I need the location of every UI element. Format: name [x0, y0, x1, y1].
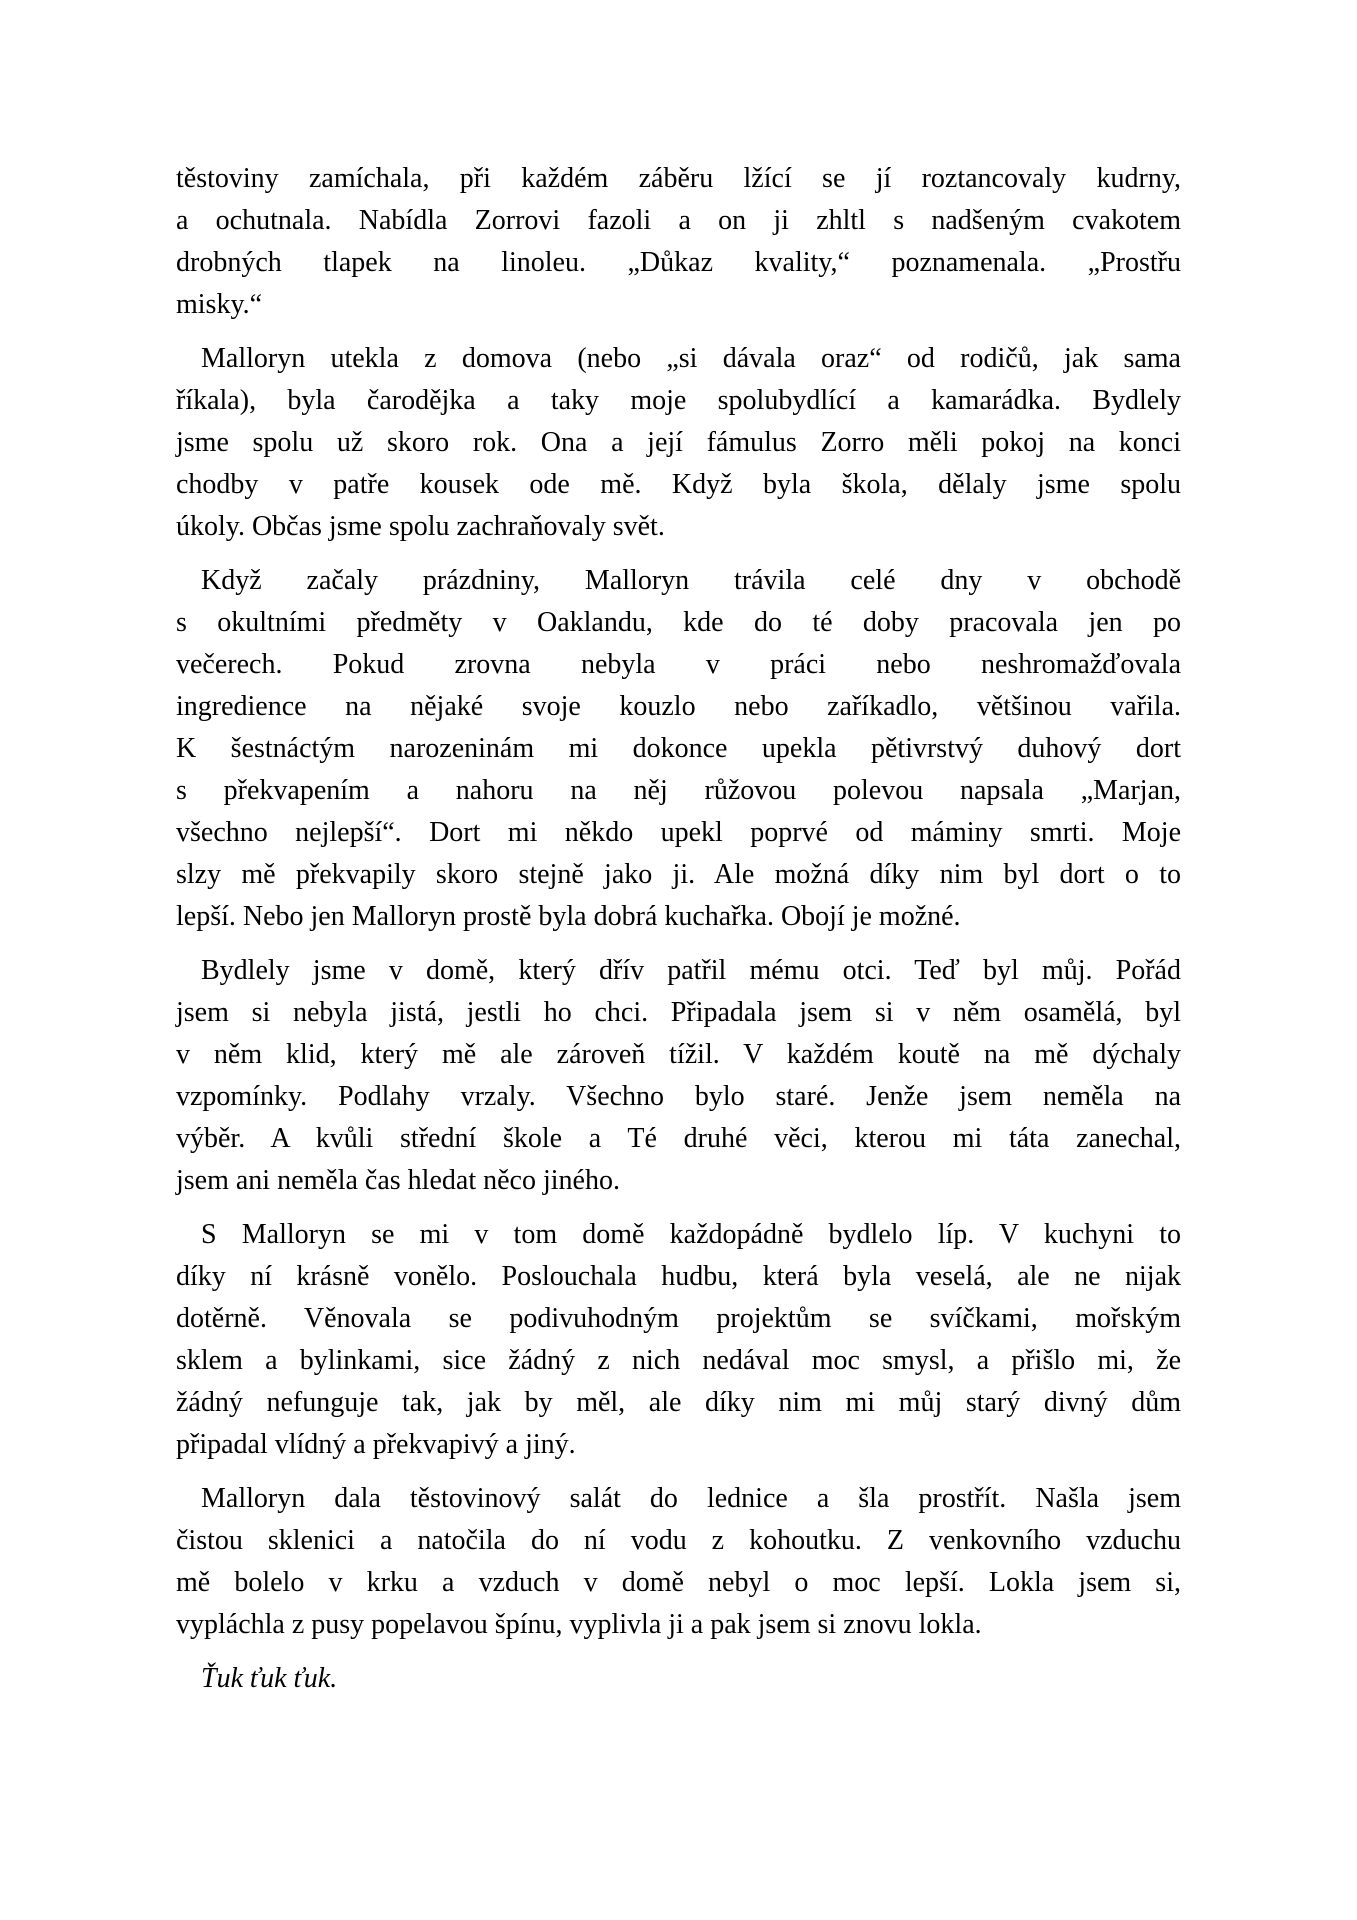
text-line: mě bolelo v krku a vzduch v domě nebyl o moc lepší. Lokla jsem si,	[176, 1567, 1181, 1598]
text-line: misky.“	[176, 289, 263, 320]
text-line: jsem si nebyla jistá, jestli ho chci. Připadala jsem si v něm osamělá, byl	[176, 997, 1181, 1028]
text-line: úkoly. Občas jsme spolu zachraňovaly svět.	[176, 511, 665, 542]
text-line: jsme spolu už skoro rok. Ona a její fámulus Zorro měli pokoj na konci	[176, 427, 1181, 458]
text-line: v něm klid, který mě ale zároveň tížil. V každém koutě na mě dýchaly	[176, 1039, 1181, 1070]
paragraph	[176, 1658, 1181, 1700]
text-line: s překvapením a nahoru na něj růžovou polevou napsala „Marjan,	[176, 775, 1181, 806]
text-line: jsem ani neměla čas hledat něco jiného.	[176, 1165, 620, 1196]
text-line: všechno nejlepší“. Dort mi někdo upekl poprvé od máminy smrti. Moje	[176, 817, 1181, 848]
text-line: čistou sklenici a natočila do ní vodu z kohoutku. Z venkovního vzduchu	[176, 1525, 1181, 1556]
text-line: vzpomínky. Podlahy vrzaly. Všechno bylo staré. Jenže jsem neměla na	[176, 1081, 1181, 1112]
text-line: těstoviny zamíchala, při každém záběru lžící se jí roztancovaly kudrny,	[176, 163, 1181, 194]
text-line: S Malloryn se mi v tom domě každopádně bydlelo líp. V kuchyni to	[201, 1219, 1181, 1250]
text-line: a ochutnala. Nabídla Zorrovi fazoli a on ji zhltl s nadšeným cvakotem	[176, 205, 1181, 236]
text-line: říkala), byla čarodějka a taky moje spolubydlící a kamarádka. Bydlely	[176, 385, 1181, 416]
text-line: Malloryn dala těstovinový salát do lednice a šla prostřít. Našla jsem	[201, 1483, 1181, 1514]
text-line: Když začaly prázdniny, Malloryn trávila celé dny v obchodě	[201, 565, 1181, 596]
text-line: večerech. Pokud zrovna nebyla v práci nebo neshromažďovala	[176, 649, 1181, 680]
text-line: drobných tlapek na linoleu. „Důkaz kvality,“ poznamenala. „Prostřu	[176, 247, 1181, 278]
text-column	[176, 158, 1181, 1700]
paragraph	[176, 560, 1181, 938]
text-line: ingredience na nějaké svoje kouzlo nebo zaříkadlo, většinou vařila.	[176, 691, 1181, 722]
paragraph	[176, 158, 1181, 326]
text-line: sklem a bylinkami, sice žádný z nich nedával moc smysl, a přišlo mi, že	[176, 1345, 1181, 1376]
text-line: připadal vlídný a překvapivý a jiný.	[176, 1429, 576, 1460]
text-line: chodby v patře kousek ode mě. Když byla škola, dělaly jsme spolu	[176, 469, 1181, 500]
text-line: vypláchla z pusy popelavou špínu, vyplivla ji a pak jsem si znovu lokla.	[176, 1609, 982, 1640]
text-line: slzy mě překvapily skoro stejně jako ji. Ale možná díky nim byl dort o to	[176, 859, 1181, 890]
text-line: díky ní krásně vonělo. Poslouchala hudbu, která byla veselá, ale ne nijak	[176, 1261, 1181, 1292]
paragraph	[176, 1478, 1181, 1646]
text-line: Ťuk ťuk ťuk.	[201, 1663, 338, 1694]
paragraph	[176, 1214, 1181, 1466]
text-line: Bydlely jsme v domě, který dřív patřil mému otci. Teď byl můj. Pořád	[201, 955, 1181, 986]
text-line: výběr. A kvůli střední škole a Té druhé věci, kterou mi táta zanechal,	[176, 1123, 1181, 1154]
text-line: s okultními předměty v Oaklandu, kde do té doby pracovala jen po	[176, 607, 1181, 638]
text-line: Malloryn utekla z domova (nebo „si dávala oraz“ od rodičů, jak sama	[201, 343, 1181, 374]
paragraph	[176, 338, 1181, 548]
text-line: K šestnáctým narozeninám mi dokonce upekla pětivrstvý duhový dort	[176, 733, 1181, 764]
text-line: dotěrně. Věnovala se podivuhodným projektům se svíčkami, mořským	[176, 1303, 1181, 1334]
paragraph	[176, 950, 1181, 1202]
text-line: žádný nefunguje tak, jak by měl, ale díky nim mi můj starý divný dům	[176, 1387, 1181, 1418]
text-line: lepší. Nebo jen Malloryn prostě byla dobrá kuchařka. Obojí je možné.	[176, 901, 961, 932]
